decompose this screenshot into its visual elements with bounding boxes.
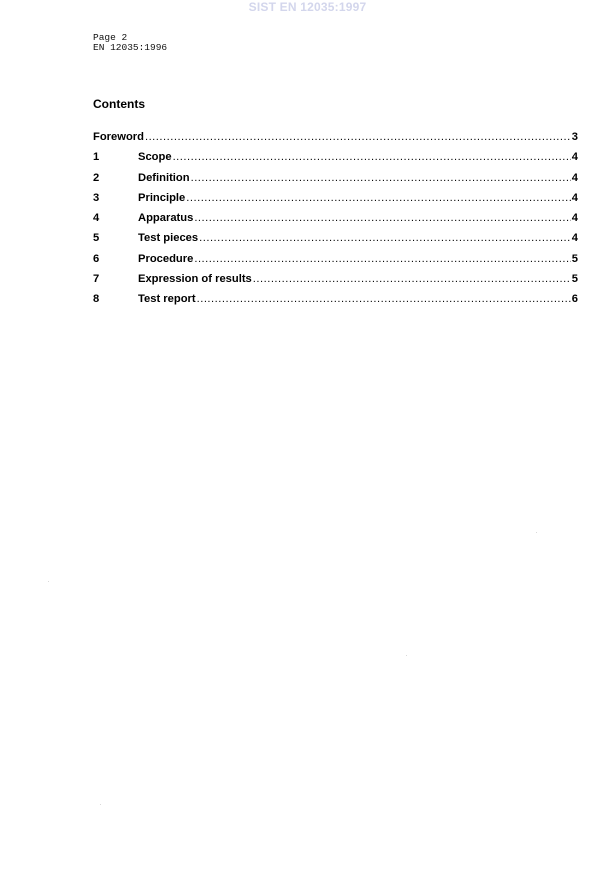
toc-entry-title: Expression of results xyxy=(138,273,252,286)
toc-dot-leader xyxy=(191,172,571,184)
toc-entry-number: 3 xyxy=(93,191,100,204)
toc-entry-expression-of-results[interactable] xyxy=(93,273,578,293)
page-number-line: Page 2 xyxy=(93,32,128,43)
toc-dot-leader xyxy=(194,212,570,224)
toc-dot-leader xyxy=(194,253,570,265)
toc-entry-test-report[interactable] xyxy=(93,293,578,313)
toc-entry-test-pieces[interactable] xyxy=(93,232,578,252)
scan-speck xyxy=(406,655,407,656)
toc-entry-page: 4 xyxy=(571,212,578,225)
toc-entry-title: Principle xyxy=(138,191,186,204)
standard-number-line: EN 12035:1996 xyxy=(93,42,168,53)
table-of-contents xyxy=(93,131,578,314)
toc-entry-page: 4 xyxy=(571,232,578,245)
toc-entry-procedure[interactable] xyxy=(93,253,578,273)
scan-speck xyxy=(100,804,101,805)
toc-dot-leader xyxy=(197,293,571,305)
toc-entry-definition[interactable] xyxy=(93,172,578,192)
toc-dot-leader xyxy=(199,232,571,244)
toc-entry-title: Test pieces xyxy=(138,232,199,245)
toc-entry-page: 5 xyxy=(571,252,578,265)
toc-dot-leader xyxy=(173,151,571,163)
toc-entry-page: 4 xyxy=(571,171,578,184)
toc-entry-page: 6 xyxy=(571,293,578,306)
toc-dot-leader xyxy=(186,192,571,204)
toc-entry-principle[interactable] xyxy=(93,192,578,212)
toc-entry-number: 8 xyxy=(93,293,100,306)
toc-entry-number: 1 xyxy=(93,151,100,164)
toc-entry-title: Definition xyxy=(138,171,190,184)
toc-entry-number: 2 xyxy=(93,171,100,184)
toc-entry-page: 3 xyxy=(571,131,578,143)
toc-entry-title: Foreword xyxy=(93,131,144,143)
scan-speck xyxy=(48,581,49,582)
toc-dot-leader xyxy=(145,131,571,143)
toc-entry-page: 4 xyxy=(571,191,578,204)
scan-speck xyxy=(536,532,537,533)
toc-entry-number: 6 xyxy=(93,252,100,265)
toc-entry-scope[interactable] xyxy=(93,151,578,171)
toc-entry-page: 4 xyxy=(571,151,578,164)
toc-entry-page: 5 xyxy=(571,273,578,286)
toc-entry-title: Scope xyxy=(138,151,172,164)
toc-entry-number: 4 xyxy=(93,212,100,225)
toc-entry-number: 5 xyxy=(93,232,100,245)
toc-entry-foreword[interactable] xyxy=(93,131,578,151)
document-watermark: SIST EN 12035:1997 xyxy=(248,0,367,14)
toc-entry-title: Test report xyxy=(138,293,196,306)
toc-entry-number: 7 xyxy=(93,273,100,286)
toc-entry-title: Procedure xyxy=(138,252,194,265)
toc-dot-leader xyxy=(253,273,571,285)
toc-entry-title: Apparatus xyxy=(138,212,194,225)
page-header xyxy=(93,33,167,53)
toc-entry-apparatus[interactable] xyxy=(93,212,578,232)
contents-heading: Contents xyxy=(93,97,145,111)
